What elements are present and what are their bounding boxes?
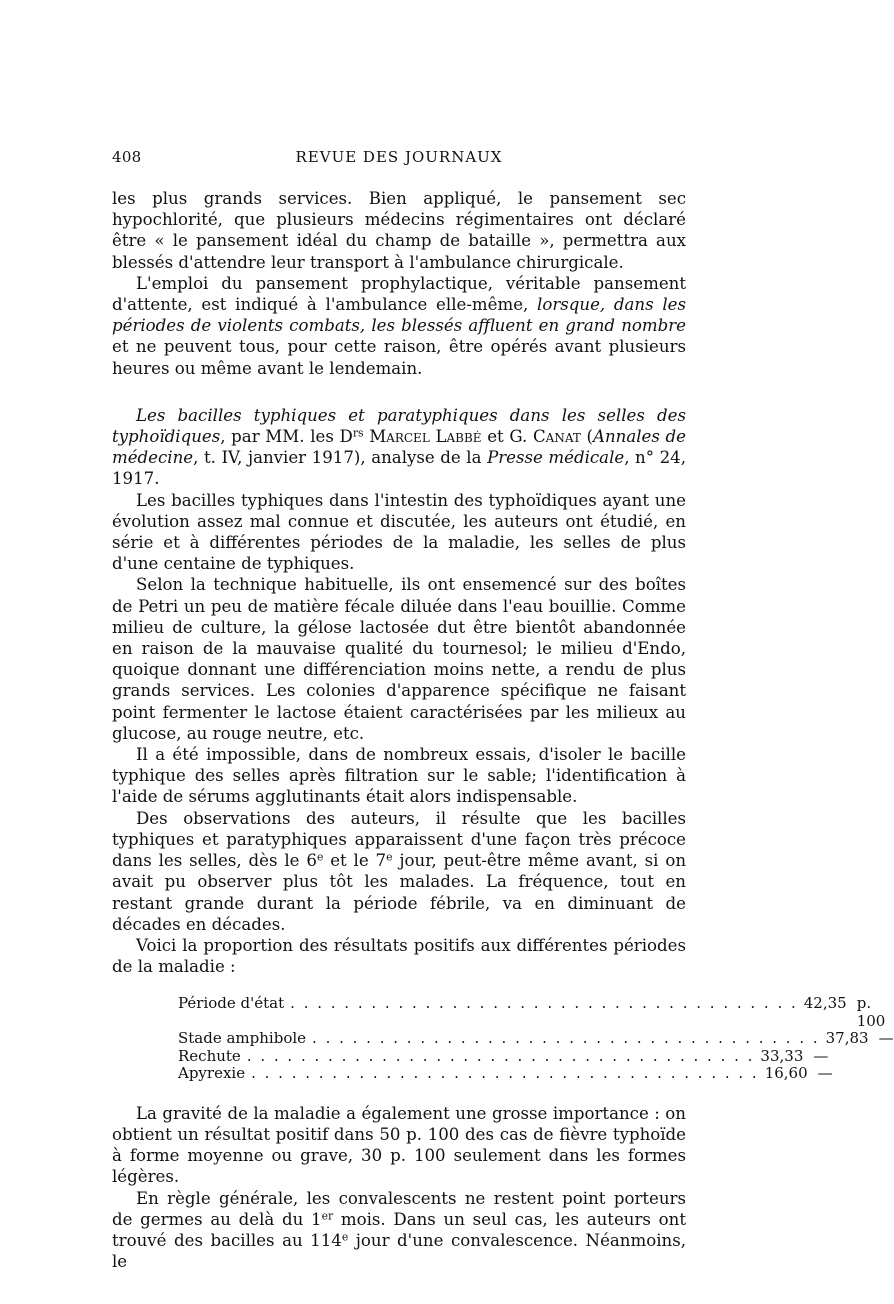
text-run: et ne peuvent tous, pour cette raison, être opérés avant plusieurs heures ou même avant le lendemain. [112,337,686,378]
text-run: jour d'une convalescence. Néanmoins, le [112,1231,686,1272]
row-unit: — [817,1064,833,1083]
article-title: Les bacilles typhiques et paratyphiques dans les selles des typhoïdiques [112,405,686,447]
superscript: e [341,1230,349,1244]
text-run: , n° 24, 1917. [112,448,686,489]
row-label: Apyrexie [178,1064,246,1083]
table-row [178,1029,894,1048]
journal-name: Annales de médecine [112,427,686,468]
row-label: Période d'état [178,994,285,1013]
text-run: ( [580,427,593,447]
paragraph [112,808,686,935]
italic-run: lorsque, dans les périodes de violents combats, les blessés affluent en grand nombre [112,295,686,336]
paragraph: Selon la technique habituelle, ils ont ensemencé sur des boîtes de Petri un peu de matière fécale diluée dans l'eau bouillie. Comme milieu de culture, la gélose lactosée dut être bientôt abandonnée en raison de la mauvaise qualité du tournesol; le milieu d'Endo, quoique donnant une différenciation moins nette, a rendu de plus grands services. Les colonies d'apparence spécifique ne faisant point fermenter le lactose étaient caractérisées par les milieux au glucose, au rouge neutre, etc. [112,575,686,743]
leader-dots: . . . . . . . . . . . . . . . . . . . . . . . . . . . . . . . . . . . . . . [312,1029,820,1048]
paragraph: Voici la proportion des résultats positifs aux différentes périodes de la maladie : [112,935,686,977]
text-run: L'emploi du pansement prophylactique, véritable pansement d'attente, est indiqué à l'ambulance elle-même, [112,273,686,315]
body-text [112,188,894,1272]
row-unit: — [878,1029,894,1048]
row-value: 16,60 [764,1064,808,1083]
text-run: , t. IV, janvier 1917), analyse de la [193,448,488,468]
row-unit: p. 100 [856,994,886,1030]
table-row [178,1046,829,1066]
text-run: mois. Dans un seul cas, les auteurs ont trouvé des bacilles au 114 [112,1209,687,1251]
superscript: rs [352,426,364,440]
row-value: 42,35 [803,994,847,1013]
text-run: et le 7 [323,851,387,871]
paragraph: Les bacilles typhiques dans l'intestin des typhoïdiques ayant une évolution assez mal connue et discutée, les auteurs ont étudié, en série et à différentes périodes de la maladie, les selles de plus d'une centaine de typhiques. [112,490,686,574]
running-title: REVUE DES JOURNAUX [295,148,503,166]
author-name: G. Canat [509,427,581,447]
table-row [178,994,886,1030]
intro-paragraph-2 [112,273,686,379]
row-value: 37,83 [825,1029,869,1048]
table-row [178,1064,833,1083]
journal-name: Presse médicale [487,448,625,468]
row-label: Rechute [178,1046,241,1065]
leader-dots: . . . . . . . . . . . . . . . . . . . . . . . . . . . . . . . . . . . . . . [290,994,798,1013]
superscript: e [316,850,324,864]
running-header [112,148,686,172]
paragraph: La gravité de la maladie a également une grosse importance : on obtient un résultat positif dans 50 p. 100 des cas de fièvre typhoïde à forme moyenne ou grave, 30 p. 100 seulement dans les formes légères. [112,1103,686,1187]
superscript: er [321,1209,334,1223]
page-number: 408 [112,148,142,166]
superscript: e [386,850,393,864]
page [112,148,894,1272]
leader-dots: . . . . . . . . . . . . . . . . . . . . . . . . . . . . . . . . . . . . . . [246,1046,755,1065]
author-name: Marcel Labbé [369,427,482,447]
intro-paragraph-1: les plus grands services. Bien appliqué, le pansement sec hypochlorité, que plusieurs médecins régimentaires ont déclaré être « le pansement idéal du champ de bataille », permettra aux blessés d'attendre leur transport à l'ambulance chirurgicale. [112,189,686,272]
text-run: jour, peut-être même avant, si on avait pu observer plus tôt les malades. La fréquence, tout en restant grande durant la période fébrile, va en diminuant de décades en décades. [112,851,687,934]
row-value: 33,33 [760,1046,804,1065]
article-heading [112,405,686,490]
paragraph: Il a été impossible, dans de nombreux essais, d'isoler le bacille typhique des selles après filtration sur le sable; l'identification à l'aide de sérums agglutinants était alors indispensable. [112,745,686,807]
leader-dots: . . . . . . . . . . . . . . . . . . . . . . . . . . . . . . . . . . . . . . [251,1064,759,1083]
byline: , par MM. les D [220,427,353,447]
row-unit: — [813,1046,829,1065]
text-run: En règle générale, les convalescents ne restent point porteurs de germes au delà du 1 [112,1188,686,1229]
paragraph [112,1188,686,1273]
row-label: Stade amphibole [178,1029,307,1048]
results-table [178,994,894,1083]
section-gap [112,379,686,405]
text-run: Des observations des auteurs, il résulte que les bacilles typhiques et paratyphiques apparaissent d'une façon très précoce dans les selles, dès le 6 [112,808,686,871]
text-run: et [481,427,510,447]
